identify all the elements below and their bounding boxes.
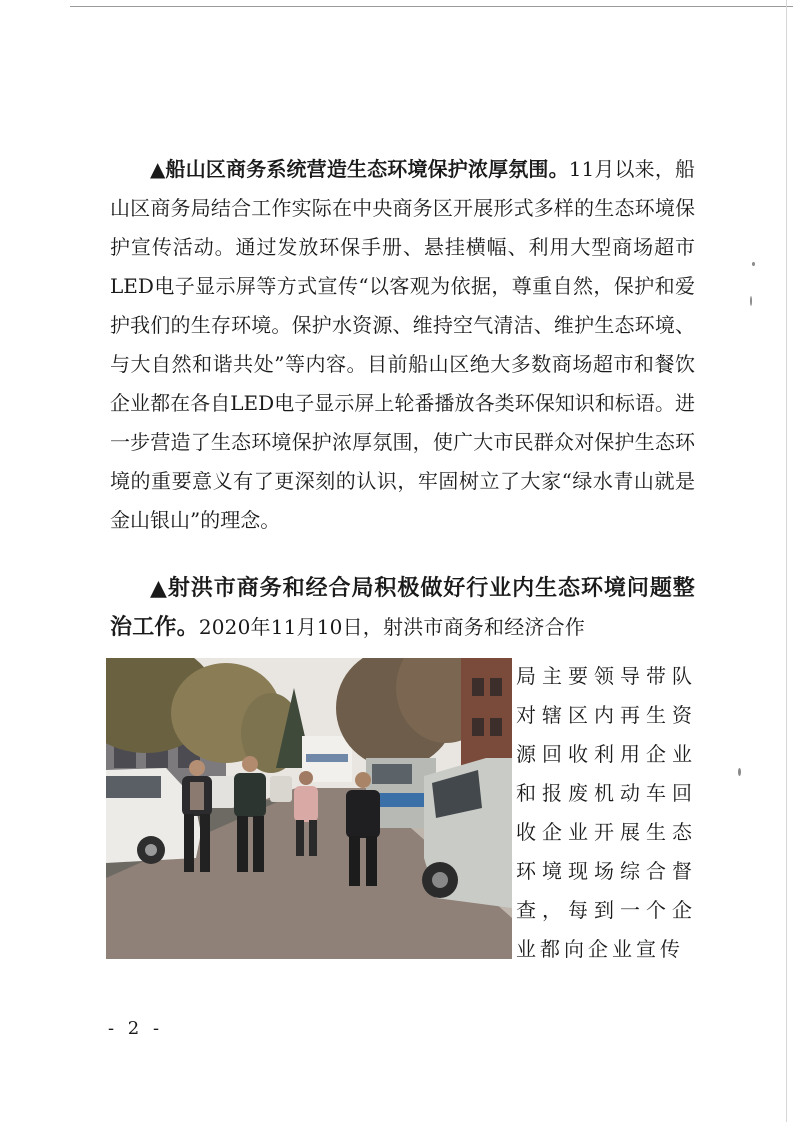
top-edge-rule (70, 6, 793, 7)
scan-speck (750, 296, 752, 306)
inspection-photo (106, 658, 512, 959)
scan-edge-line (786, 0, 787, 1122)
paragraph-heading: ▲船山区商务系统营造生态环境保护浓厚氛围。 (150, 157, 569, 181)
paragraph-shehong (110, 569, 695, 647)
scan-speck (738, 768, 741, 776)
paragraph-body: 11月以来，船山区商务局结合工作实际在中央商务区开展形式多样的生态环境保护宣传活动。通过发放环保手册、悬挂横幅、利用大型商场超市LED电子显示屏等方式宣传“以客观为依据，尊重自然，保护和爱护我们的生存环境。保护水资源、维持空气清洁、维护生态环境、与大自然和谐共处”等内容。目前船山区绝大多数商场超市和餐饮企业都在各自LED电子显示屏上轮番播放各类环保知识和标语。进一步营造了生态环境保护浓厚氛围，使广大市民群众对保护生态环境的重要意义有了更深刻的认识，牢固树立了大家“绿水青山就是金山银山”的理念。 (110, 157, 695, 532)
paragraph-continued: 局主要领导带队对辖区内再生资源回收利用企业和报废机动车回收企业开展生态环境现场综合督查，每到一个企业都向企业宣传 (516, 664, 696, 961)
paragraph-body: 2020年11月10日，射洪市商务和经济合作 (198, 615, 586, 639)
paragraph-heading: ▲射洪市商务和经合局积极做好行业内生态环境问题整治工作。 (110, 576, 695, 640)
page-number: - 2 - (108, 1018, 164, 1039)
paragraph-chuanshan (110, 150, 695, 540)
scan-speck (752, 262, 755, 266)
